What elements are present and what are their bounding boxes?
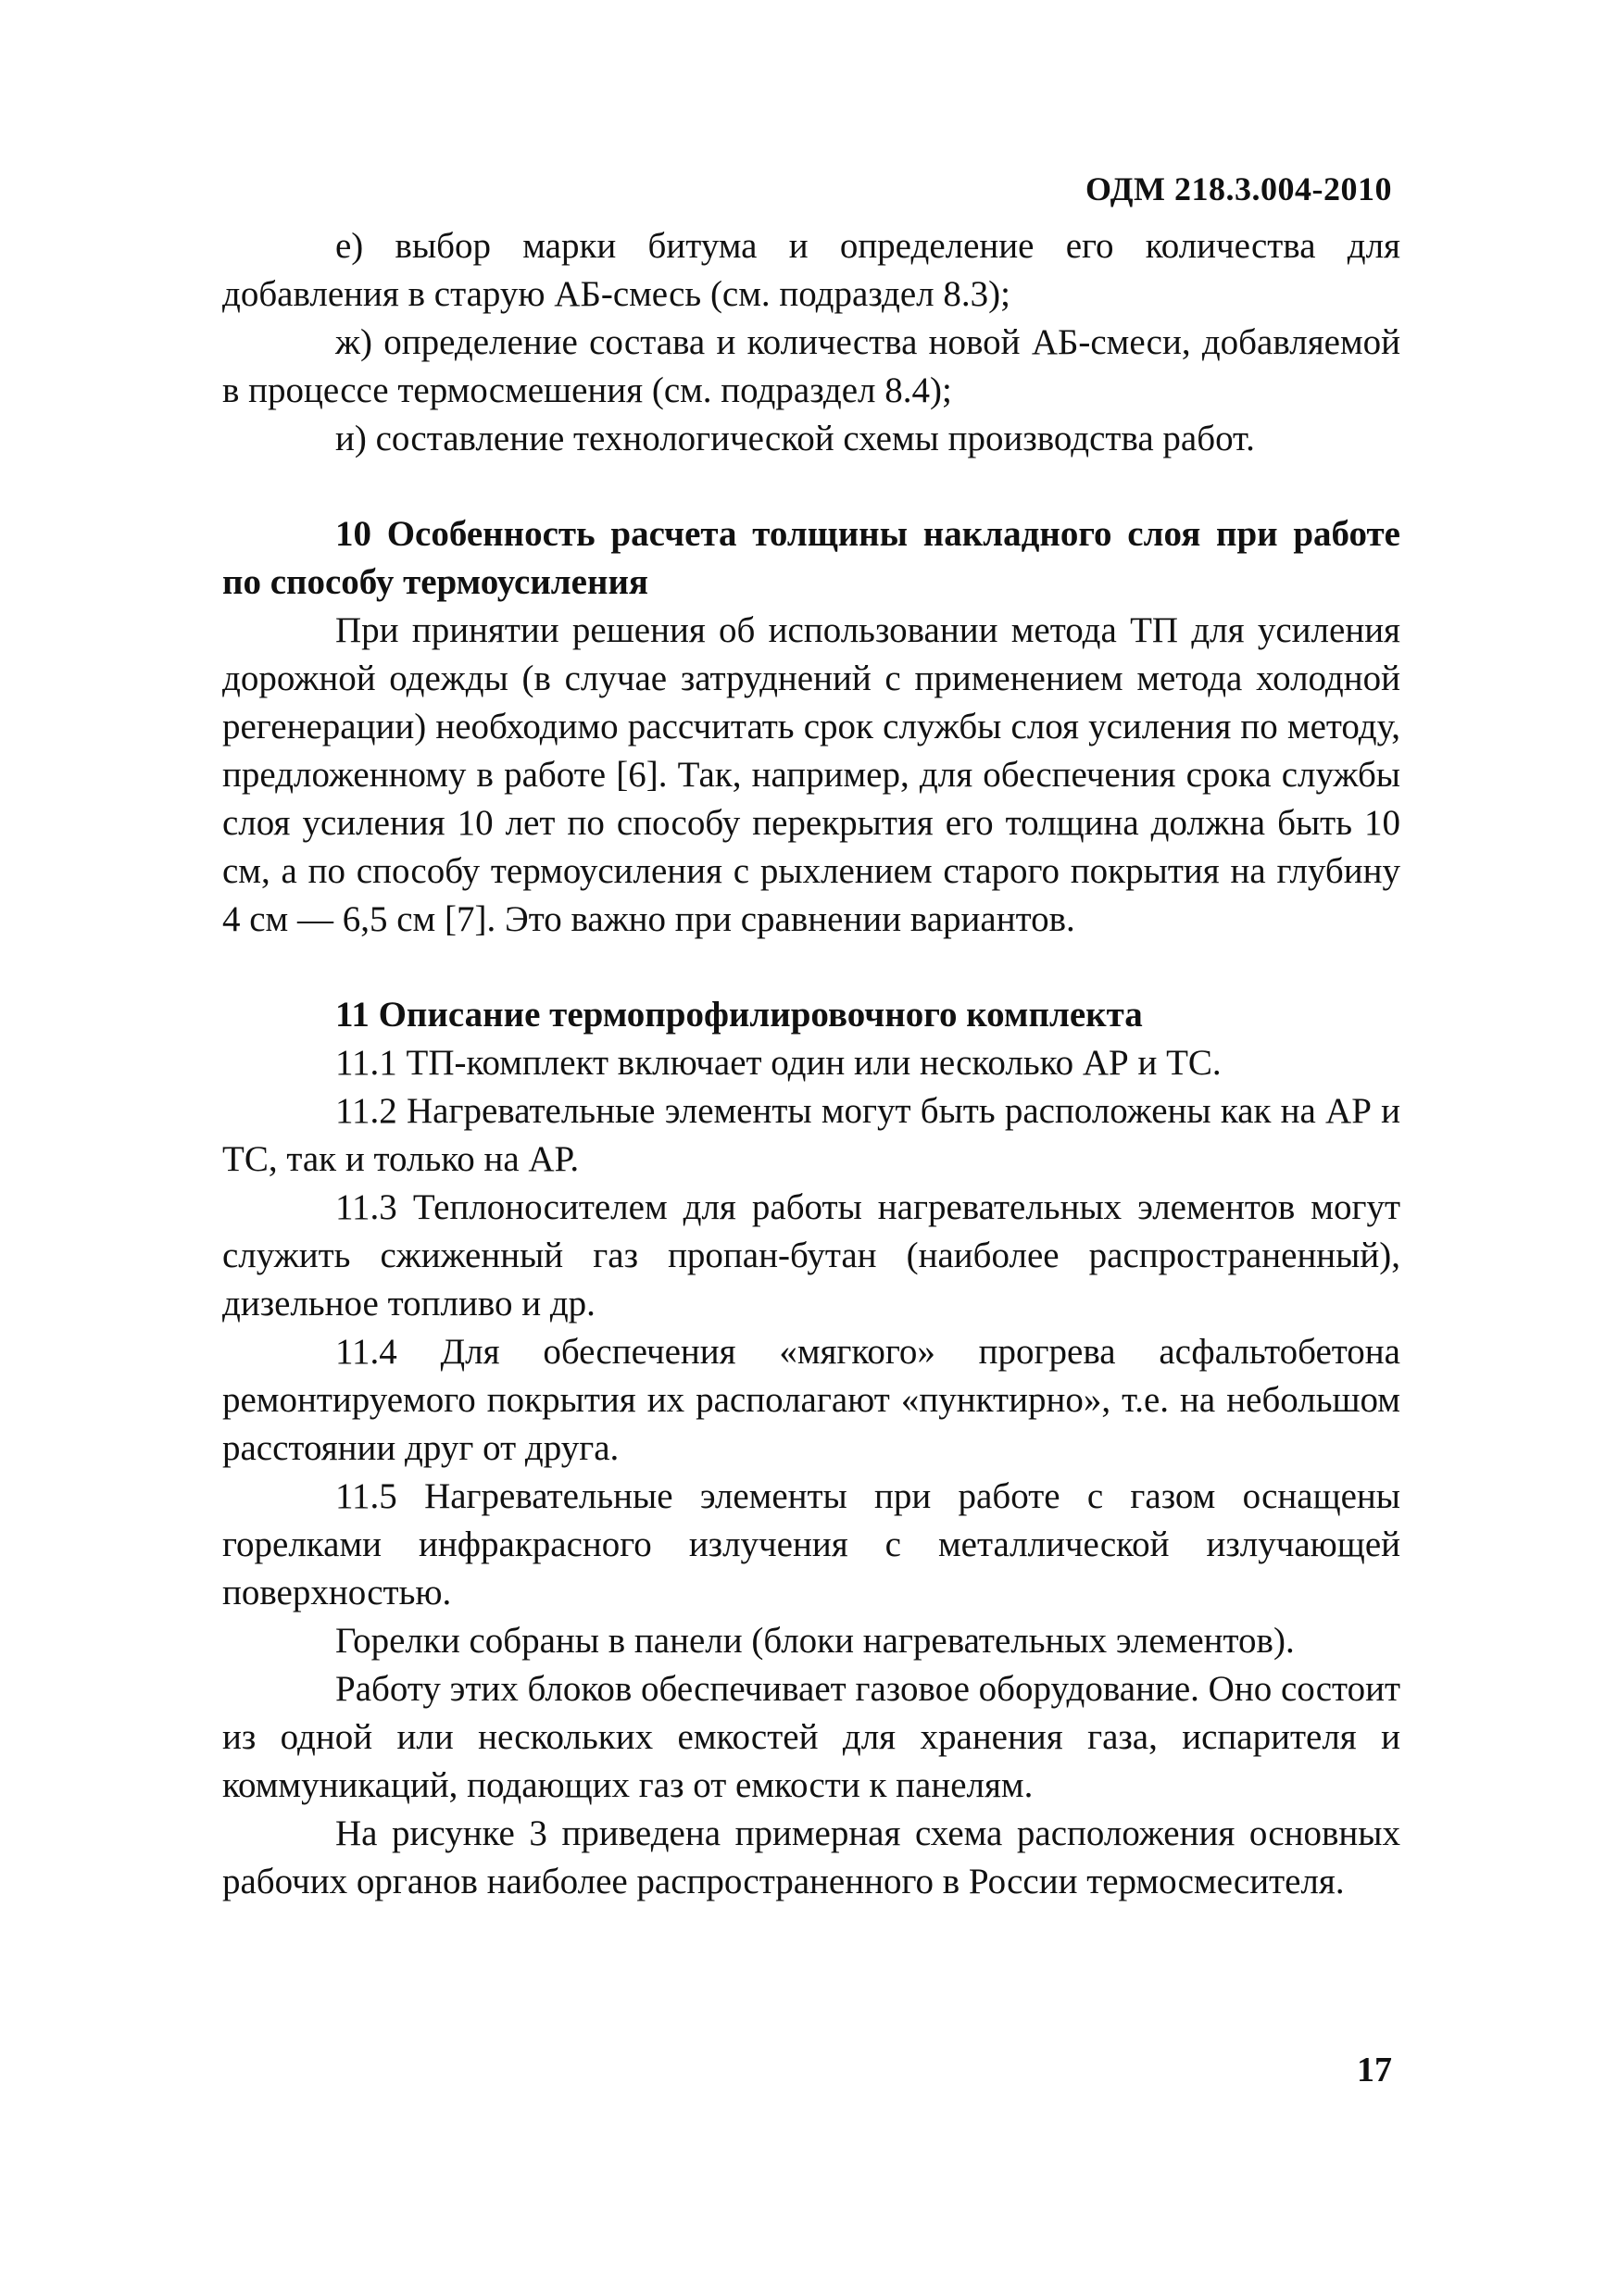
- document-code: ОДМ 218.3.004-2010: [1085, 170, 1392, 207]
- section-10-paragraph: При принятии решения об использовании метода ТП для усиления дорожной одежды (в случае затруднений с применением метода холодной регенерации) необходимо рассчитать срок службы слоя усиления по методу, предложенному в работе [6]. Так, например, для обеспечения срока службы слоя усиления 10 лет по способу перекрытия его толщина должна быть 10 см, а по способу термоусиления с рыхлением старого покрытия на глубину 4 см — 6,5 см [7]. Это важно при сравнении вариантов.: [222, 610, 1400, 939]
- page-number: 17: [1357, 2051, 1392, 2089]
- list-item-e: е) выбор марки битума и определение его количества для добавления в старую АБ-смесь (см. подраздел 8.3);: [222, 226, 1400, 314]
- section-11-heading: 11 Описание термопрофилировочного комплекта: [335, 995, 1143, 1035]
- paragraph-11-4: 11.4 Для обеспечения «мягкого» прогрева асфальтобетона ремонтируемого покрытия их располагают «пунктирно», т.е. на небольшом расстоянии друг от друга.: [222, 1332, 1400, 1468]
- section-10-heading: 10 Особенность расчета толщины накладного слоя при работе по способу термоусиления: [222, 514, 1400, 602]
- paragraph-11-3: 11.3 Теплоносителем для работы нагревательных элементов могут служить сжиженный газ пропан-бутан (наиболее распространенный), дизельное топливо и др.: [222, 1187, 1400, 1324]
- paragraph-burners: Горелки собраны в панели (блоки нагревательных элементов).: [335, 1621, 1295, 1661]
- list-item-i: и) составление технологической схемы производства работ.: [335, 419, 1255, 458]
- paragraph-11-5: 11.5 Нагревательные элементы при работе с газом оснащены горелками инфракрасного излучения с металлической излучающей поверхностью.: [222, 1476, 1400, 1612]
- paragraph-figure-reference: На рисунке 3 приведена примерная схема расположения основных рабочих органов наиболее распространенного в России термосмесителя.: [222, 1813, 1400, 1901]
- paragraph-11-2: 11.2 Нагревательные элементы могут быть расположены как на АР и ТС, так и только на АР.: [222, 1091, 1400, 1179]
- paragraph-11-1: 11.1 ТП-комплект включает один или несколько АР и ТС.: [335, 1043, 1222, 1083]
- list-item-zh: ж) определение состава и количества новой АБ-смеси, добавляемой в процессе термосмешения (см. подраздел 8.4);: [222, 322, 1400, 410]
- paragraph-gas-equipment: Работу этих блоков обеспечивает газовое оборудование. Оно состоит из одной или нескольких емкостей для хранения газа, испарителя и коммуникаций, подающих газ от емкости к панелям.: [222, 1669, 1400, 1805]
- document-body: [222, 222, 1400, 1906]
